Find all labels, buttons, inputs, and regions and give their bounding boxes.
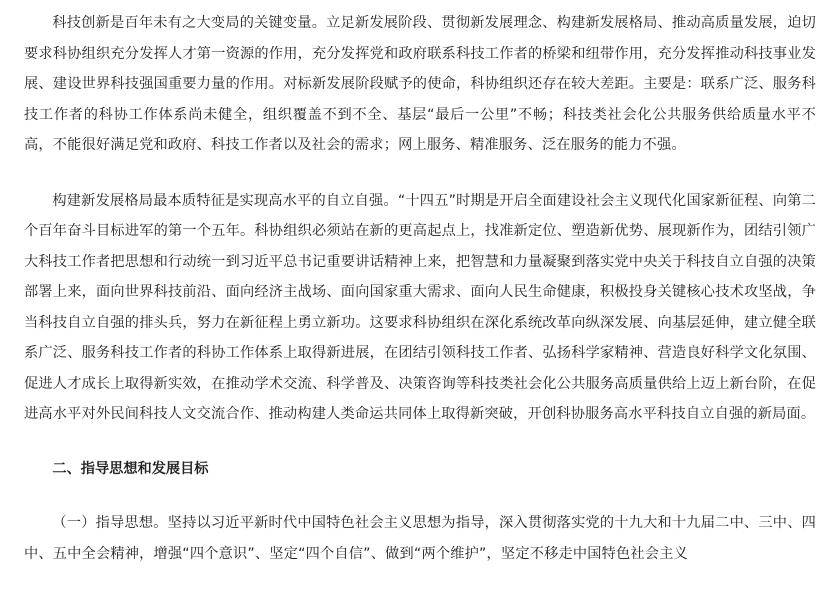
document-body: [24, 0, 816, 569]
section-heading: 二、指导思想和发展目标: [52, 460, 209, 477]
paragraph-tech-innovation: 科技创新是百年未有之大变局的关键变量。立足新发展阶段、贯彻新发展理念、构建新发展格局、推动高质量发展，迫切要求科协组织充分发挥人才第一资源的作用，充分发挥党和政府联系科技工作者的桥梁和纽带作用，充分发挥推动科技事业发展、建设世界科技强国重要力量的作用。对标新发展阶段赋予的使命，科协组织还存在较大差距。主要是：联系广泛、服务科技工作者的科协工作体系尚未健全，组织覆盖不到不全、基层“最后一公里”不畅；科技类社会化公共服务供给质量水平不高，不能很好满足党和政府、科技工作者以及社会的需求；网上服务、精准服务、泛在服务的能力不强。: [24, 15, 816, 153]
paragraph-new-development-pattern: 构建新发展格局最本质特征是实现高水平的自立自强。“十四五”时期是开启全面建设社会主义现代化国家新征程、向第二个百年奋斗目标进军的第一个五年。科协组织必须站在新的更高起点上，找准新定位、塑造新优势、展现新作为，团结引领广大科技工作者把思想和行动统一到习近平总书记重要讲话精神上来，把智慧和力量凝聚到落实党中央关于科技自立自强的决策部署上来，面向世界科技前沿、面向经济主战场、面向国家重大需求、面向人民生命健康，积极投身关键核心技术攻坚战，争当科技自立自强的排头兵，努力在新征程上勇立新功。这要求科协组织在深化系统改革向纵深发展、向基层延伸，建立健全联系广泛、服务科技工作者的科协工作体系上取得新进展，在团结引领科技工作者、弘扬科学家精神、营造良好科学文化氛围、促进人才成长上取得新实效，在推动学术交流、科学普及、决策咨询等科技类社会化公共服务高质量供给上迈上新台阶，在促进高水平对外民间科技人文交流合作、推动构建人类命运共同体上取得新突破，开创科协服务高水平科技自立自强的新局面。: [24, 192, 816, 422]
paragraph-guiding-ideology: （一）指导思想。坚持以习近平新时代中国特色社会主义思想为指导，深入贯彻落实党的十九大和十九届二中、三中、四中、五中全会精神，增强“四个意识”、坚定“四个自信”、做到“两个维护”，坚定不移走中国特色社会主义: [24, 515, 816, 562]
